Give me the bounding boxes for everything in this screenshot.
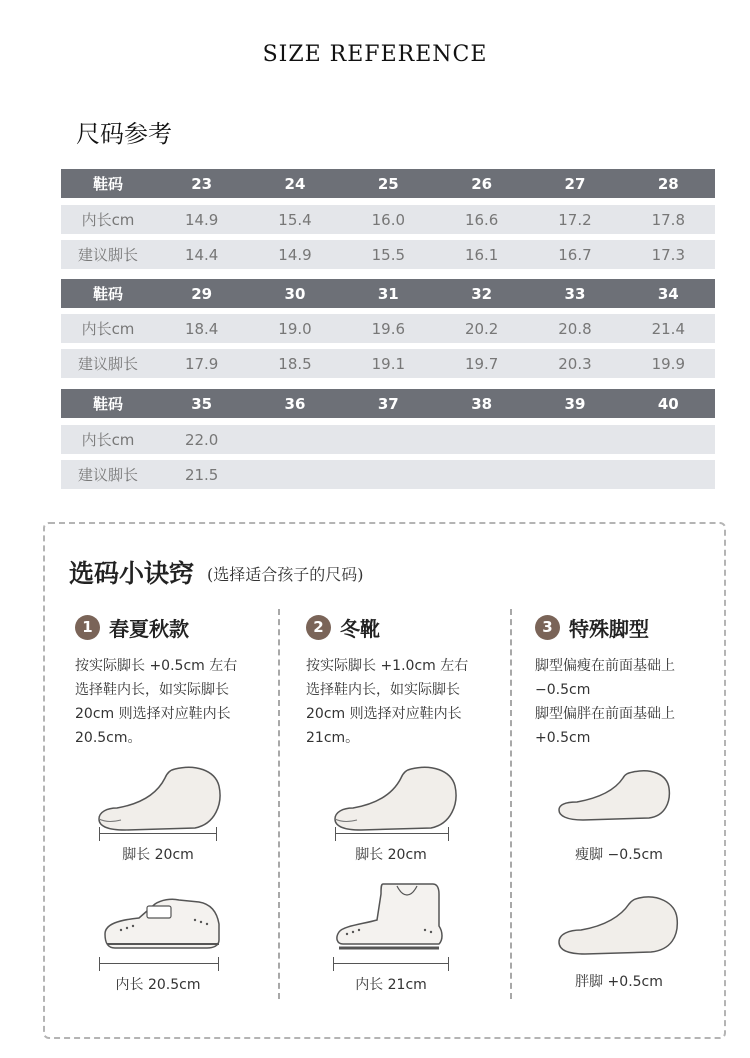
tip-column-title: 春夏秋款 xyxy=(109,616,189,641)
table-cell: 17.2 xyxy=(558,210,592,229)
table-cell: 18.5 xyxy=(278,354,312,373)
table-header-cell: 34 xyxy=(657,284,679,303)
tips-title: 选码小诀窍 xyxy=(69,559,195,588)
table-cell: 内长cm xyxy=(81,431,135,449)
table-header-cell: 鞋码 xyxy=(92,285,123,303)
foot-caption: 脚长 20cm xyxy=(355,847,427,863)
table-header-cell: 30 xyxy=(284,284,306,303)
tip-column-title: 特殊脚型 xyxy=(569,616,649,641)
section-title: 尺码参考 xyxy=(76,120,172,148)
table-cell: 内长cm xyxy=(81,320,135,338)
shoe-caption: 内长 20.5cm xyxy=(115,977,201,993)
table-header-cell: 37 xyxy=(377,394,399,413)
table-cell: 14.9 xyxy=(278,245,312,264)
table-header-cell: 23 xyxy=(191,174,213,193)
table-header-row xyxy=(61,389,715,418)
tip-column-header xyxy=(75,612,285,642)
table-cell: 16.6 xyxy=(464,210,499,229)
table-row xyxy=(61,460,715,489)
table-cell: 20.2 xyxy=(464,319,499,338)
table-cell: 21.5 xyxy=(184,465,219,484)
table-cell: 建议脚长 xyxy=(77,355,138,373)
tip-column-3 xyxy=(535,612,745,750)
table-header-cell: 24 xyxy=(284,174,306,193)
number-badge: 1 xyxy=(75,615,100,640)
table-cell: 15.4 xyxy=(278,210,312,229)
table-header-cell: 33 xyxy=(564,284,586,303)
table-cell: 17.8 xyxy=(651,210,685,229)
table-header-cell: 38 xyxy=(471,394,493,413)
foot-caption: 胖脚 +0.5cm xyxy=(575,974,663,990)
table-row xyxy=(61,240,715,269)
table-cell: 15.5 xyxy=(371,245,406,264)
table-header-row xyxy=(61,279,715,308)
table-cell: 14.4 xyxy=(184,245,219,264)
tips-box xyxy=(43,522,726,1039)
table-header-cell: 26 xyxy=(471,174,493,193)
table-row xyxy=(61,425,715,454)
table-cell: 19.0 xyxy=(278,319,312,338)
tip-column-1 xyxy=(75,612,285,750)
measure-line xyxy=(333,957,449,971)
table-cell: 16.7 xyxy=(558,245,592,264)
table-header-cell: 29 xyxy=(191,284,213,303)
table-cell: 16.1 xyxy=(464,245,499,264)
table-cell: 16.0 xyxy=(371,210,406,229)
tip-column-2 xyxy=(306,612,516,750)
tip-column-text: 按实际脚长 +0.5cm 左右 选择鞋内长，如实际脚长 20cm 则选择对应鞋内长 20.5cm。 xyxy=(75,658,238,746)
foot-caption: 瘦脚 −0.5cm xyxy=(575,847,663,863)
table-header-cell: 31 xyxy=(377,284,399,303)
foot-illustration xyxy=(95,764,225,834)
table-cell: 18.4 xyxy=(184,319,219,338)
table-row xyxy=(61,205,715,234)
table-header-cell: 35 xyxy=(191,394,213,413)
foot-illustration xyxy=(331,764,461,834)
tip-column-text: 脚型偏瘦在前面基础上 −0.5cm 脚型偏胖在前面基础上 +0.5cm xyxy=(535,658,675,746)
table-header-cell: 27 xyxy=(564,174,586,193)
table-header-cell: 鞋码 xyxy=(92,395,123,413)
table-cell: 19.7 xyxy=(464,354,499,373)
table-header-cell: 39 xyxy=(564,394,586,413)
table-header-cell: 25 xyxy=(377,174,399,193)
table-cell: 20.3 xyxy=(558,354,592,373)
tip-column-header xyxy=(306,612,516,642)
table-header-cell: 40 xyxy=(657,394,679,413)
table-cell: 20.8 xyxy=(558,319,592,338)
table-cell: 19.9 xyxy=(651,354,685,373)
table-cell: 内长cm xyxy=(81,211,135,229)
foot-caption: 脚长 20cm xyxy=(122,847,194,863)
page-title: SIZE REFERENCE xyxy=(262,42,488,67)
table-cell: 19.1 xyxy=(371,354,406,373)
boot-illustration xyxy=(333,880,453,958)
table-cell: 17.9 xyxy=(184,354,219,373)
measure-line xyxy=(99,957,219,971)
tips-subtitle: (选择适合孩子的尺码) xyxy=(207,565,364,584)
table-header-cell: 鞋码 xyxy=(92,175,123,193)
shoe-illustration xyxy=(99,894,225,956)
table-cell: 建议脚长 xyxy=(77,246,138,264)
table-cell: 建议脚长 xyxy=(77,466,138,484)
measure-line xyxy=(99,827,217,841)
table-cell: 21.4 xyxy=(651,319,685,338)
table-cell: 22.0 xyxy=(184,430,219,449)
tip-column-text: 按实际脚长 +1.0cm 左右 选择鞋内长，如实际脚长 20cm 则选择对应鞋内长 21cm。 xyxy=(306,658,469,746)
table-header-cell: 36 xyxy=(284,394,306,413)
table-header-row xyxy=(61,169,715,198)
number-badge: 2 xyxy=(306,615,331,640)
table-header-cell: 28 xyxy=(657,174,679,193)
wide-foot-illustration xyxy=(555,894,681,956)
boot-caption: 内长 21cm xyxy=(355,977,427,993)
table-row xyxy=(61,314,715,343)
tip-column-title: 冬靴 xyxy=(340,616,380,641)
table-row xyxy=(61,349,715,378)
slim-foot-illustration xyxy=(555,768,675,824)
measure-line xyxy=(335,827,449,841)
table-cell: 17.3 xyxy=(651,245,685,264)
tip-column-header xyxy=(535,612,745,642)
table-cell: 19.6 xyxy=(371,319,406,338)
table-cell: 14.9 xyxy=(184,210,219,229)
number-badge: 3 xyxy=(535,615,560,640)
table-header-cell: 32 xyxy=(471,284,493,303)
